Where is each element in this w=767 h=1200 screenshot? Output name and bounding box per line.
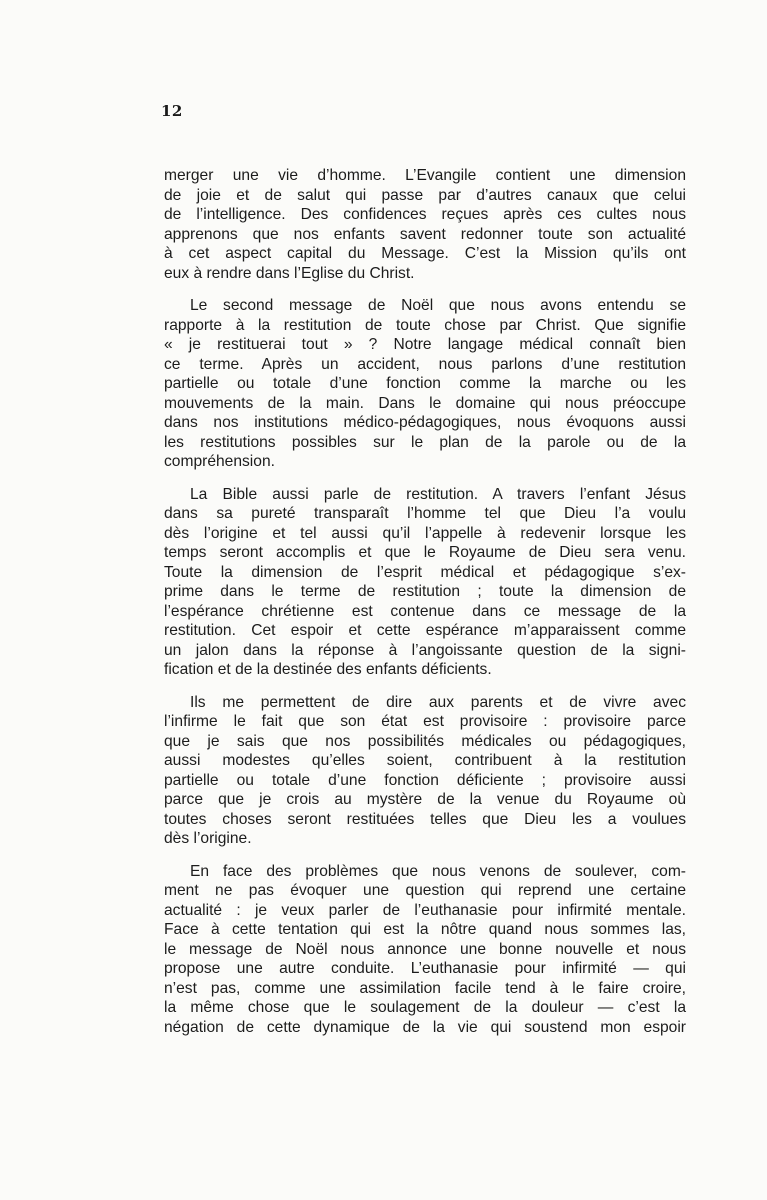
text-line: les restitutions possibles sur le plan de la parole ou de la bbox=[164, 433, 686, 451]
text-line: fication et de la destinée des enfants déficients. bbox=[164, 661, 492, 678]
text-line: à cet aspect capital du Message. C’est la Mission qu’ils ont bbox=[164, 245, 686, 262]
text-line: dès l’origine. bbox=[164, 830, 252, 847]
paragraph-3 bbox=[164, 485, 686, 680]
page-number: 12 bbox=[161, 102, 183, 120]
text-line: le message de Noël nous annonce une bonne nouvelle et nous bbox=[164, 940, 686, 958]
text-line: ment ne pas évoquer une question qui reprend une certaine bbox=[164, 882, 686, 899]
text-line: que je sais que nos possibilités médicales ou pédagogiques, bbox=[164, 732, 686, 750]
text-line: « je restituerai tout » ? Notre langage médical connaît bien bbox=[164, 336, 686, 353]
text-line: propose une autre conduite. L’euthanasie pour infirmité — qui bbox=[164, 960, 686, 977]
paragraph-5 bbox=[164, 862, 686, 1038]
text-line: Ils me permettent de dire aux parents et de vivre avec bbox=[190, 693, 686, 711]
text-line: dans nos institutions médico-pédagogiques, nous évoquons aussi bbox=[164, 414, 686, 431]
text-line: parce que je crois au mystère de la venue du Royaume où bbox=[164, 791, 686, 808]
text-line: Toute la dimension de l’esprit médical et pédagogique s’ex- bbox=[164, 563, 686, 581]
paragraph-4 bbox=[164, 693, 686, 849]
text-line: merger une vie d’homme. L’Evangile contient une dimension bbox=[164, 167, 686, 184]
text-line: un jalon dans la réponse à l’angoissante question de la signi- bbox=[164, 641, 686, 659]
text-line: Le second message de Noël que nous avons entendu se bbox=[190, 297, 686, 314]
text-line: apprenons que nos enfants savent redonner toute son actualité bbox=[164, 225, 686, 243]
text-line: actualité : je veux parler de l’euthanasie pour infirmité mentale. bbox=[164, 901, 686, 919]
text-line: restitution. Cet espoir et cette espérance m’apparaissent comme bbox=[164, 622, 686, 639]
paragraph-1 bbox=[164, 166, 686, 283]
text-line: de joie et de salut qui passe par d’autres canaux que celui bbox=[164, 186, 686, 204]
text-line: l’infirme le fait que son état est provisoire : provisoire parce bbox=[164, 713, 686, 730]
text-line: ce terme. Après un accident, nous parlons d’une restitution bbox=[164, 355, 686, 373]
body-text bbox=[164, 166, 686, 1050]
text-line: la même chose que le soulagement de la douleur — c’est la bbox=[164, 999, 686, 1016]
text-line: mouvements de la main. Dans le domaine qui nous préoccupe bbox=[164, 394, 686, 412]
text-line: aussi modestes qu’elles soient, contribuent à la restitution bbox=[164, 752, 686, 769]
text-line: toutes choses seront restituées telles que Dieu les a voulues bbox=[164, 810, 686, 828]
paragraph-2 bbox=[164, 296, 686, 472]
text-line: n’est pas, comme une assimilation facile tend à le faire croire, bbox=[164, 979, 686, 997]
text-line: partielle ou totale d’une fonction comme la marche ou les bbox=[164, 375, 686, 392]
text-line: prime dans le terme de restitution ; toute la dimension de bbox=[164, 583, 686, 600]
text-line: l’espérance chrétienne est contenue dans ce message de la bbox=[164, 602, 686, 620]
text-line: négation de cette dynamique de la vie qui soustend mon espoir bbox=[164, 1018, 686, 1036]
text-line: La Bible aussi parle de restitution. A travers l’enfant Jésus bbox=[190, 485, 686, 503]
text-line: partielle ou totale d’une fonction déficiente ; provisoire aussi bbox=[164, 771, 686, 789]
text-line: Face à cette tentation qui est la nôtre quand nous sommes las, bbox=[164, 921, 686, 938]
text-line: temps seront accomplis et que le Royaume de Dieu sera venu. bbox=[164, 544, 686, 561]
text-line: rapporte à la restitution de toute chose par Christ. Que signifie bbox=[164, 316, 686, 334]
text-line: de l’intelligence. Des confidences reçues après ces cultes nous bbox=[164, 206, 686, 223]
text-line: dès l’origine et tel aussi qu’il l’appelle à redevenir lorsque les bbox=[164, 524, 686, 542]
text-line: compréhension. bbox=[164, 453, 275, 470]
text-line: eux à rendre dans l’Eglise du Christ. bbox=[164, 264, 415, 282]
text-line: dans sa pureté transparaît l’homme tel que Dieu l’a voulu bbox=[164, 505, 686, 522]
text-line: En face des problèmes que nous venons de soulever, com- bbox=[190, 862, 686, 880]
